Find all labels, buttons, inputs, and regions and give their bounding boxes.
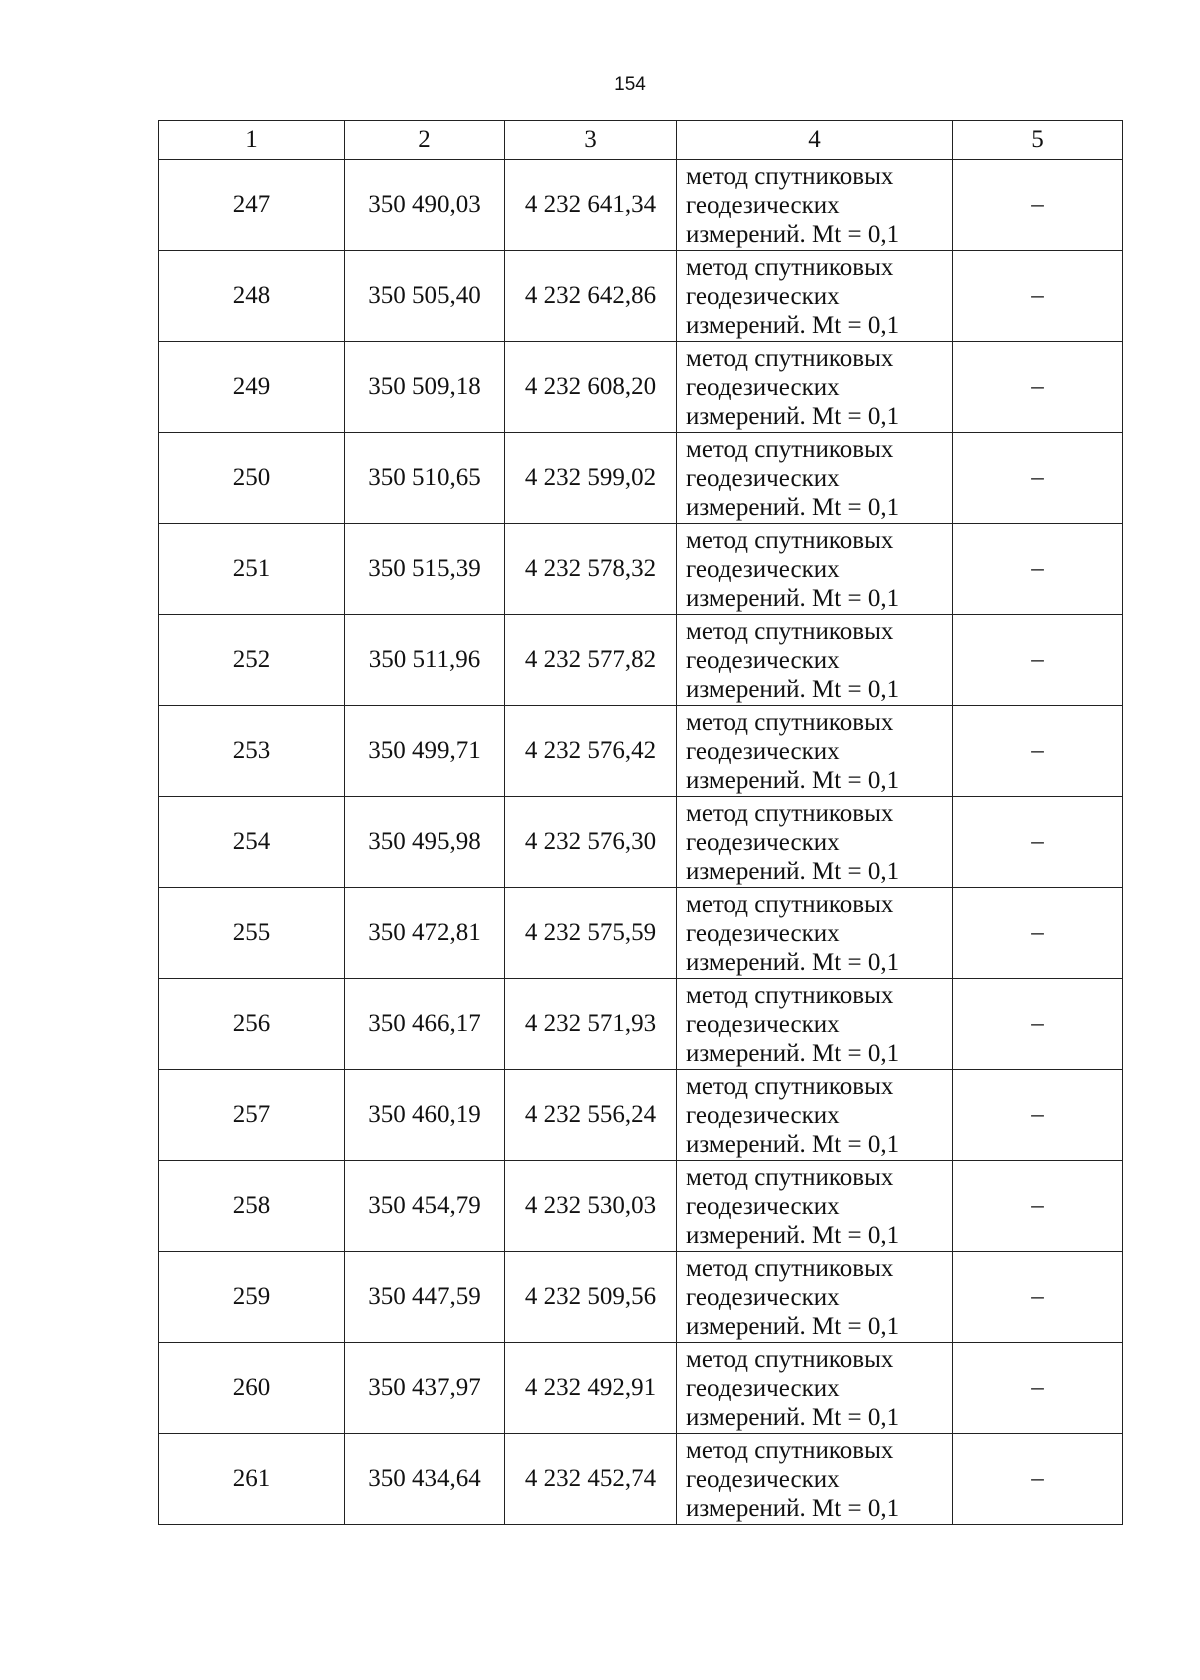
- column-header-5: 5: [953, 121, 1123, 160]
- method-cell: [677, 1434, 953, 1525]
- table-row: [159, 1252, 1123, 1343]
- y-coordinate-cell: 4 232 641,34: [505, 160, 677, 251]
- x-coordinate-cell: 350 510,65: [345, 433, 505, 524]
- note-cell: –: [953, 342, 1123, 433]
- x-coordinate-cell: 350 505,40: [345, 251, 505, 342]
- method-cell: [677, 160, 953, 251]
- x-coordinate-cell: 350 495,98: [345, 797, 505, 888]
- point-number-cell: 260: [159, 1343, 345, 1434]
- method-text-line: метод спутниковых: [686, 344, 894, 372]
- method-text-line: геодезических: [686, 1465, 840, 1493]
- point-number-cell: 248: [159, 251, 345, 342]
- method-text-line: измерений. Mt = 0,1: [686, 1494, 900, 1522]
- table-row: [159, 160, 1123, 251]
- x-coordinate-cell: 350 511,96: [345, 615, 505, 706]
- note-cell: –: [953, 706, 1123, 797]
- table-row: [159, 797, 1123, 888]
- method-cell: [677, 706, 953, 797]
- method-text-line: геодезических: [686, 282, 840, 310]
- method-text-line: измерений. Mt = 0,1: [686, 584, 900, 612]
- x-coordinate-cell: 350 515,39: [345, 524, 505, 615]
- method-text-line: геодезических: [686, 1010, 840, 1038]
- y-coordinate-cell: 4 232 492,91: [505, 1343, 677, 1434]
- y-coordinate-cell: 4 232 576,42: [505, 706, 677, 797]
- point-number-cell: 255: [159, 888, 345, 979]
- x-coordinate-cell: 350 460,19: [345, 1070, 505, 1161]
- note-cell: –: [953, 1252, 1123, 1343]
- method-cell: [677, 1161, 953, 1252]
- method-text-line: геодезических: [686, 464, 840, 492]
- method-text-line: метод спутниковых: [686, 435, 894, 463]
- y-coordinate-cell: 4 232 530,03: [505, 1161, 677, 1252]
- table-row: [159, 433, 1123, 524]
- x-coordinate-cell: 350 437,97: [345, 1343, 505, 1434]
- method-text-line: метод спутниковых: [686, 526, 894, 554]
- y-coordinate-cell: 4 232 571,93: [505, 979, 677, 1070]
- method-text-line: геодезических: [686, 919, 840, 947]
- method-text-line: измерений. Mt = 0,1: [686, 402, 900, 430]
- point-number-cell: 257: [159, 1070, 345, 1161]
- method-text-line: геодезических: [686, 737, 840, 765]
- method-text-line: измерений. Mt = 0,1: [686, 1312, 900, 1340]
- table-row: [159, 1161, 1123, 1252]
- method-text-line: измерений. Mt = 0,1: [686, 766, 900, 794]
- point-number-cell: 249: [159, 342, 345, 433]
- point-number-cell: 252: [159, 615, 345, 706]
- method-text-line: измерений. Mt = 0,1: [686, 948, 900, 976]
- point-number-cell: 251: [159, 524, 345, 615]
- note-cell: –: [953, 888, 1123, 979]
- method-text-line: метод спутниковых: [686, 162, 894, 190]
- table-row: [159, 615, 1123, 706]
- table-row: [159, 342, 1123, 433]
- point-number-cell: 247: [159, 160, 345, 251]
- method-cell: [677, 1070, 953, 1161]
- x-coordinate-cell: 350 509,18: [345, 342, 505, 433]
- note-cell: –: [953, 797, 1123, 888]
- method-text-line: измерений. Mt = 0,1: [686, 1221, 900, 1249]
- method-text-line: метод спутниковых: [686, 1345, 894, 1373]
- y-coordinate-cell: 4 232 642,86: [505, 251, 677, 342]
- table-body: [159, 160, 1123, 1525]
- note-cell: –: [953, 979, 1123, 1070]
- method-text-line: геодезических: [686, 1374, 840, 1402]
- method-text-line: геодезических: [686, 191, 840, 219]
- x-coordinate-cell: 350 466,17: [345, 979, 505, 1070]
- point-number-cell: 256: [159, 979, 345, 1070]
- table-row: [159, 524, 1123, 615]
- method-text-line: измерений. Mt = 0,1: [686, 675, 900, 703]
- method-text-line: измерений. Mt = 0,1: [686, 1039, 900, 1067]
- method-text-line: метод спутниковых: [686, 253, 894, 281]
- point-number-cell: 250: [159, 433, 345, 524]
- method-text-line: геодезических: [686, 1283, 840, 1311]
- method-text-line: измерений. Mt = 0,1: [686, 220, 900, 248]
- method-text-line: метод спутниковых: [686, 708, 894, 736]
- method-cell: [677, 615, 953, 706]
- note-cell: –: [953, 524, 1123, 615]
- y-coordinate-cell: 4 232 599,02: [505, 433, 677, 524]
- y-coordinate-cell: 4 232 576,30: [505, 797, 677, 888]
- note-cell: –: [953, 1343, 1123, 1434]
- note-cell: –: [953, 615, 1123, 706]
- method-text-line: метод спутниковых: [686, 890, 894, 918]
- x-coordinate-cell: 350 454,79: [345, 1161, 505, 1252]
- note-cell: –: [953, 160, 1123, 251]
- y-coordinate-cell: 4 232 556,24: [505, 1070, 677, 1161]
- x-coordinate-cell: 350 434,64: [345, 1434, 505, 1525]
- method-text-line: метод спутниковых: [686, 799, 894, 827]
- point-number-cell: 253: [159, 706, 345, 797]
- method-cell: [677, 524, 953, 615]
- x-coordinate-cell: 350 472,81: [345, 888, 505, 979]
- y-coordinate-cell: 4 232 578,32: [505, 524, 677, 615]
- table-header-row: [159, 121, 1123, 160]
- method-cell: [677, 1343, 953, 1434]
- y-coordinate-cell: 4 232 509,56: [505, 1252, 677, 1343]
- method-text-line: метод спутниковых: [686, 1254, 894, 1282]
- note-cell: –: [953, 251, 1123, 342]
- table-row: [159, 979, 1123, 1070]
- method-text-line: геодезических: [686, 646, 840, 674]
- method-text-line: измерений. Mt = 0,1: [686, 311, 900, 339]
- column-header-3: 3: [505, 121, 677, 160]
- note-cell: –: [953, 1434, 1123, 1525]
- x-coordinate-cell: 350 490,03: [345, 160, 505, 251]
- method-text-line: метод спутниковых: [686, 981, 894, 1009]
- table-row: [159, 1070, 1123, 1161]
- method-text-line: геодезических: [686, 828, 840, 856]
- table-row: [159, 706, 1123, 797]
- method-text-line: геодезических: [686, 1101, 840, 1129]
- column-header-2: 2: [345, 121, 505, 160]
- method-cell: [677, 979, 953, 1070]
- coordinates-table: [158, 120, 1123, 1525]
- method-cell: [677, 888, 953, 979]
- table-row: [159, 888, 1123, 979]
- page-number: 154: [614, 74, 646, 95]
- method-cell: [677, 342, 953, 433]
- x-coordinate-cell: 350 499,71: [345, 706, 505, 797]
- note-cell: –: [953, 1070, 1123, 1161]
- method-text-line: метод спутниковых: [686, 1163, 894, 1191]
- column-header-4: 4: [677, 121, 953, 160]
- method-text-line: геодезических: [686, 373, 840, 401]
- method-cell: [677, 251, 953, 342]
- method-text-line: измерений. Mt = 0,1: [686, 1130, 900, 1158]
- method-cell: [677, 433, 953, 524]
- method-text-line: метод спутниковых: [686, 617, 894, 645]
- column-header-1: 1: [159, 121, 345, 160]
- point-number-cell: 259: [159, 1252, 345, 1343]
- method-text-line: метод спутниковых: [686, 1436, 894, 1464]
- y-coordinate-cell: 4 232 577,82: [505, 615, 677, 706]
- table-row: [159, 1343, 1123, 1434]
- method-cell: [677, 1252, 953, 1343]
- note-cell: –: [953, 433, 1123, 524]
- method-cell: [677, 797, 953, 888]
- y-coordinate-cell: 4 232 452,74: [505, 1434, 677, 1525]
- method-text-line: геодезических: [686, 555, 840, 583]
- y-coordinate-cell: 4 232 608,20: [505, 342, 677, 433]
- point-number-cell: 261: [159, 1434, 345, 1525]
- method-text-line: метод спутниковых: [686, 1072, 894, 1100]
- method-text-line: измерений. Mt = 0,1: [686, 493, 900, 521]
- point-number-cell: 254: [159, 797, 345, 888]
- method-text-line: измерений. Mt = 0,1: [686, 1403, 900, 1431]
- x-coordinate-cell: 350 447,59: [345, 1252, 505, 1343]
- method-text-line: измерений. Mt = 0,1: [686, 857, 900, 885]
- point-number-cell: 258: [159, 1161, 345, 1252]
- table-row: [159, 251, 1123, 342]
- y-coordinate-cell: 4 232 575,59: [505, 888, 677, 979]
- table-row: [159, 1434, 1123, 1525]
- note-cell: –: [953, 1161, 1123, 1252]
- method-text-line: геодезических: [686, 1192, 840, 1220]
